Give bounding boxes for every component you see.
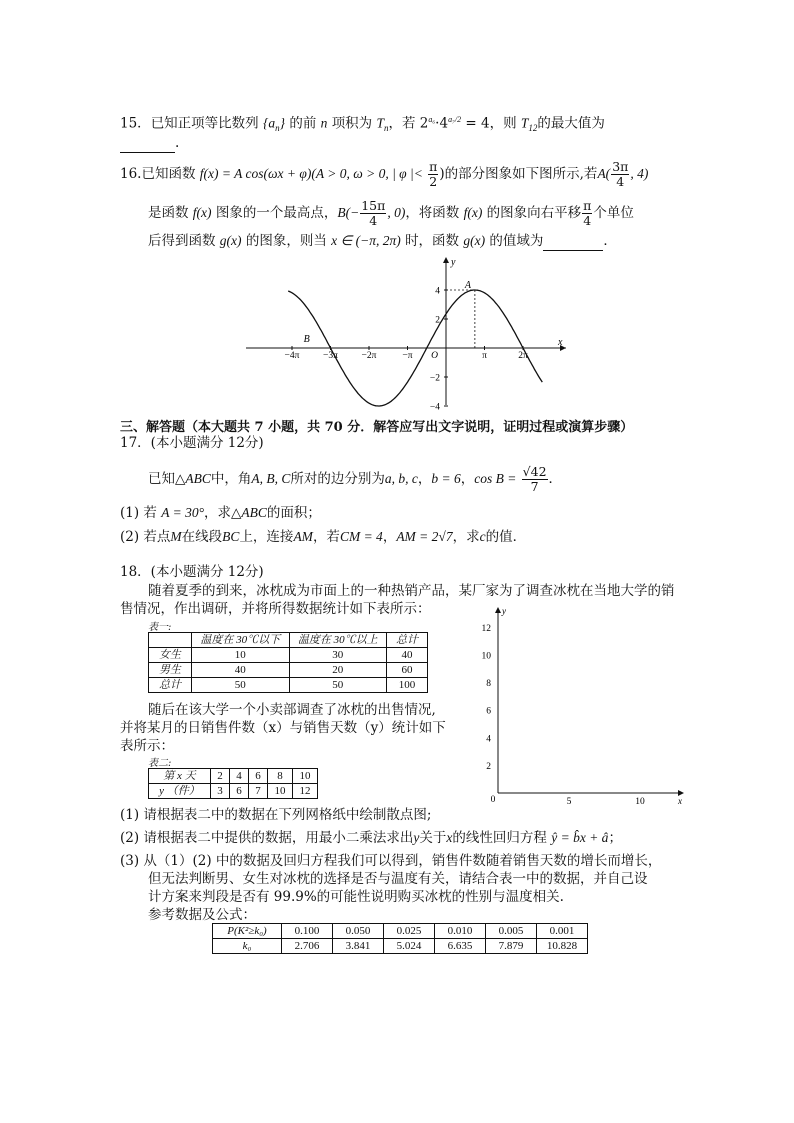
q18-intro2: 售情况，作出调研，并将所得数据统计如下表所示： <box>120 601 431 617</box>
q18-part1: (1) 请根据表二中的数据在下列网格纸中绘制散点图; <box>120 807 432 823</box>
table1-caption: 表一: <box>148 622 172 633</box>
table-cell: 0.001 <box>537 924 588 939</box>
x-tick-label: −2π <box>361 351 377 361</box>
table-cell: 6 <box>249 769 268 784</box>
x-tick-label: −3π <box>323 351 338 361</box>
table-cell: 0.100 <box>282 924 333 939</box>
table-cell: 30 <box>289 648 387 663</box>
cosine-graph <box>238 255 578 410</box>
fraction: $\frac{15\pi}{4}$ <box>361 198 386 228</box>
table-row <box>149 648 428 663</box>
table-cell: 0.050 <box>333 924 384 939</box>
table-cell: 10 <box>192 648 290 663</box>
table-cell: 12 <box>293 784 318 799</box>
table-cell: 4 <box>230 769 249 784</box>
q18-intro1: 随着夏季的到来，冰枕成为市面上的一种热销产品，某厂家为了调查冰枕在当地大学的销 <box>148 583 675 599</box>
q18-part3-line1: (3) 从（1）(2) 中的数据及回归方程我们可以得到，销售件数随着销售天数的增长而增长， <box>120 853 662 869</box>
x-tick-label: π <box>482 351 487 361</box>
table-cell: 50 <box>289 678 387 693</box>
table-3 <box>212 923 588 954</box>
q15-line1: 15．已知正项等比数列 $\{a_n\}$ 的前 n 项积为 $T_n$，若 $2^{a_6}\cdot 4^{a_7/2} = 4$，则 $T_{12}$的最大值为 <box>120 115 605 134</box>
q18-part3-line2: 但无法判断男、女生对冰枕的选择是否与温度有关，请结合表一中的数据，并自己设 <box>148 871 648 887</box>
y-tick-label: 4 <box>435 286 440 297</box>
table-1 <box>148 632 428 693</box>
q18-part3-line3: 计方案来判段是否有 99.9%的可能性说明购买冰枕的性别与温度相关. <box>148 889 564 905</box>
table-row <box>213 924 588 939</box>
fraction: $\frac{3\pi}{4}$ <box>612 159 629 189</box>
table-cell: 10 <box>268 784 293 799</box>
q18-mid2: 并将某月的日销售件数（x）与销售天数（y）统计如下 <box>120 720 446 736</box>
q18-title: 18．(本小题满分 12分) <box>120 564 264 580</box>
y-tick-label: 8 <box>486 679 491 690</box>
table-row <box>149 784 318 799</box>
table-cell: 10.828 <box>537 939 588 954</box>
q17-part1: (1) 若 A = 30°，求△ABC的面积； <box>120 505 321 521</box>
table-cell: 60 <box>387 663 428 678</box>
x-tick-label: 2π <box>518 351 528 361</box>
table-cell: 2.706 <box>282 939 333 954</box>
table-cell: P(K²≥k₀) <box>213 924 282 939</box>
table-cell: k₀ <box>213 939 282 954</box>
table-cell: 总计 <box>149 678 192 693</box>
table-cell: 温度在 30℃以上 <box>289 633 387 648</box>
fraction: $\frac{√42}{7}$ <box>522 464 547 494</box>
table-cell: 0.005 <box>486 924 537 939</box>
table-2 <box>148 768 318 799</box>
table-cell: 第 x 天 <box>149 769 211 784</box>
q16-line3: 后得到函数 g(x) 的图象，则当 x ∈ (−π, 2π) 时，函数 g(x) 的值域为 ． <box>148 233 617 249</box>
y-tick-label: 2 <box>486 761 491 772</box>
q17-title: 17．(本小题满分 12分) <box>120 435 264 451</box>
table-cell: 100 <box>387 678 428 693</box>
table-cell <box>149 633 192 648</box>
table-cell: 3 <box>211 784 230 799</box>
y-axis-label: y <box>451 257 456 268</box>
table-row <box>213 939 588 954</box>
y-axis-arrow <box>495 607 501 613</box>
table2-caption: 表二: <box>148 758 172 769</box>
y-tick-label: 12 <box>481 623 491 634</box>
y-tick-label: 2 <box>435 315 440 326</box>
table-cell: 温度在 30℃以下 <box>192 633 290 648</box>
table-cell: 3.841 <box>333 939 384 954</box>
q18-mid1: 随后在该大学一个小卖部调查了冰枕的出售情况, <box>148 702 436 718</box>
point-a-label: A <box>464 280 471 291</box>
scatter-grid <box>478 605 688 805</box>
x-tick-label: O <box>431 351 438 361</box>
q17-part2: (2) 若点M在线段BC上，连接AM，若CM = 4，AM = 2√7，求c的值． <box>120 529 527 545</box>
table-cell: 0.025 <box>384 924 435 939</box>
x-tick-label: 10 <box>635 797 645 805</box>
table-cell: 2 <box>211 769 230 784</box>
table-cell: 5.024 <box>384 939 435 954</box>
y-tick-label: 4 <box>486 734 491 745</box>
table-cell: 男生 <box>149 663 192 678</box>
x-tick-label: −π <box>402 351 413 361</box>
table-cell: 总计 <box>387 633 428 648</box>
q18-reference-label: 参考数据及公式： <box>148 907 256 923</box>
x-tick-label: 5 <box>566 797 572 805</box>
table-cell: 50 <box>192 678 290 693</box>
table-cell: 20 <box>289 663 387 678</box>
q18-part2: (2) 请根据表二中提供的数据，用最小二乘法求出y关于x的线性回归方程 ŷ = b̂x + â； <box>120 830 622 846</box>
table-cell: 40 <box>192 663 290 678</box>
table-cell: 0.010 <box>435 924 486 939</box>
origin-label: 0 <box>490 795 496 805</box>
table-cell: 40 <box>387 648 428 663</box>
fraction: $\frac{\pi}{4}$ <box>583 198 592 228</box>
q16-line1: 16.已知函数 f(x) = A cos(ωx + φ)(A > 0, ω > 0, | φ |< $\frac{\pi}{2}$ )的部分图象如下图所示,若A( $\frac{3\pi}{4}$ , 4) <box>120 159 649 189</box>
table-row <box>149 633 428 648</box>
q16-line2: 是函数 f(x) 图象的一个最高点，B(− $\frac{15\pi}{4}$ , 0)，将函数 f(x) 的图象向右平移 $\frac{\pi}{4}$ 个单位 <box>148 198 634 228</box>
section-heading: 三、解答题（本大题共 7 小题，共 70 分．解答应写出文字说明，证明过程或演算步骤） <box>120 420 634 435</box>
y-tick-label: 6 <box>486 706 491 717</box>
q17-line1: 已知△ABC中，角A, B, C所对的边分别为a, b, c，b = 6，cos B = $\frac{√42}{7}$ ． <box>148 464 563 494</box>
table-cell: 8 <box>268 769 293 784</box>
x-axis-label: x <box>558 337 563 348</box>
fraction: $\frac{\pi}{2}$ <box>429 159 438 189</box>
table-cell: 女生 <box>149 648 192 663</box>
table-row <box>149 663 428 678</box>
table-cell: 7.879 <box>486 939 537 954</box>
x-tick-label: −4π <box>284 351 300 361</box>
q15-answer-blank: . <box>120 134 179 153</box>
table-row <box>149 678 428 693</box>
y-axis-label: y <box>502 606 506 616</box>
table-row <box>149 769 318 784</box>
y-tick-label: −2 <box>429 373 440 384</box>
table-cell: 10 <box>293 769 318 784</box>
y-axis-arrow <box>443 257 449 263</box>
table-cell: 6.635 <box>435 939 486 954</box>
y-tick-label: −4 <box>429 402 440 410</box>
q18-mid3: 表所示： <box>120 738 174 754</box>
y-tick-label: 10 <box>481 651 491 662</box>
table-cell: 7 <box>249 784 268 799</box>
table-cell: 6 <box>230 784 249 799</box>
point-b-label: B <box>303 334 310 345</box>
x-axis-label: x <box>678 796 682 805</box>
table-cell: y （件） <box>149 784 211 799</box>
